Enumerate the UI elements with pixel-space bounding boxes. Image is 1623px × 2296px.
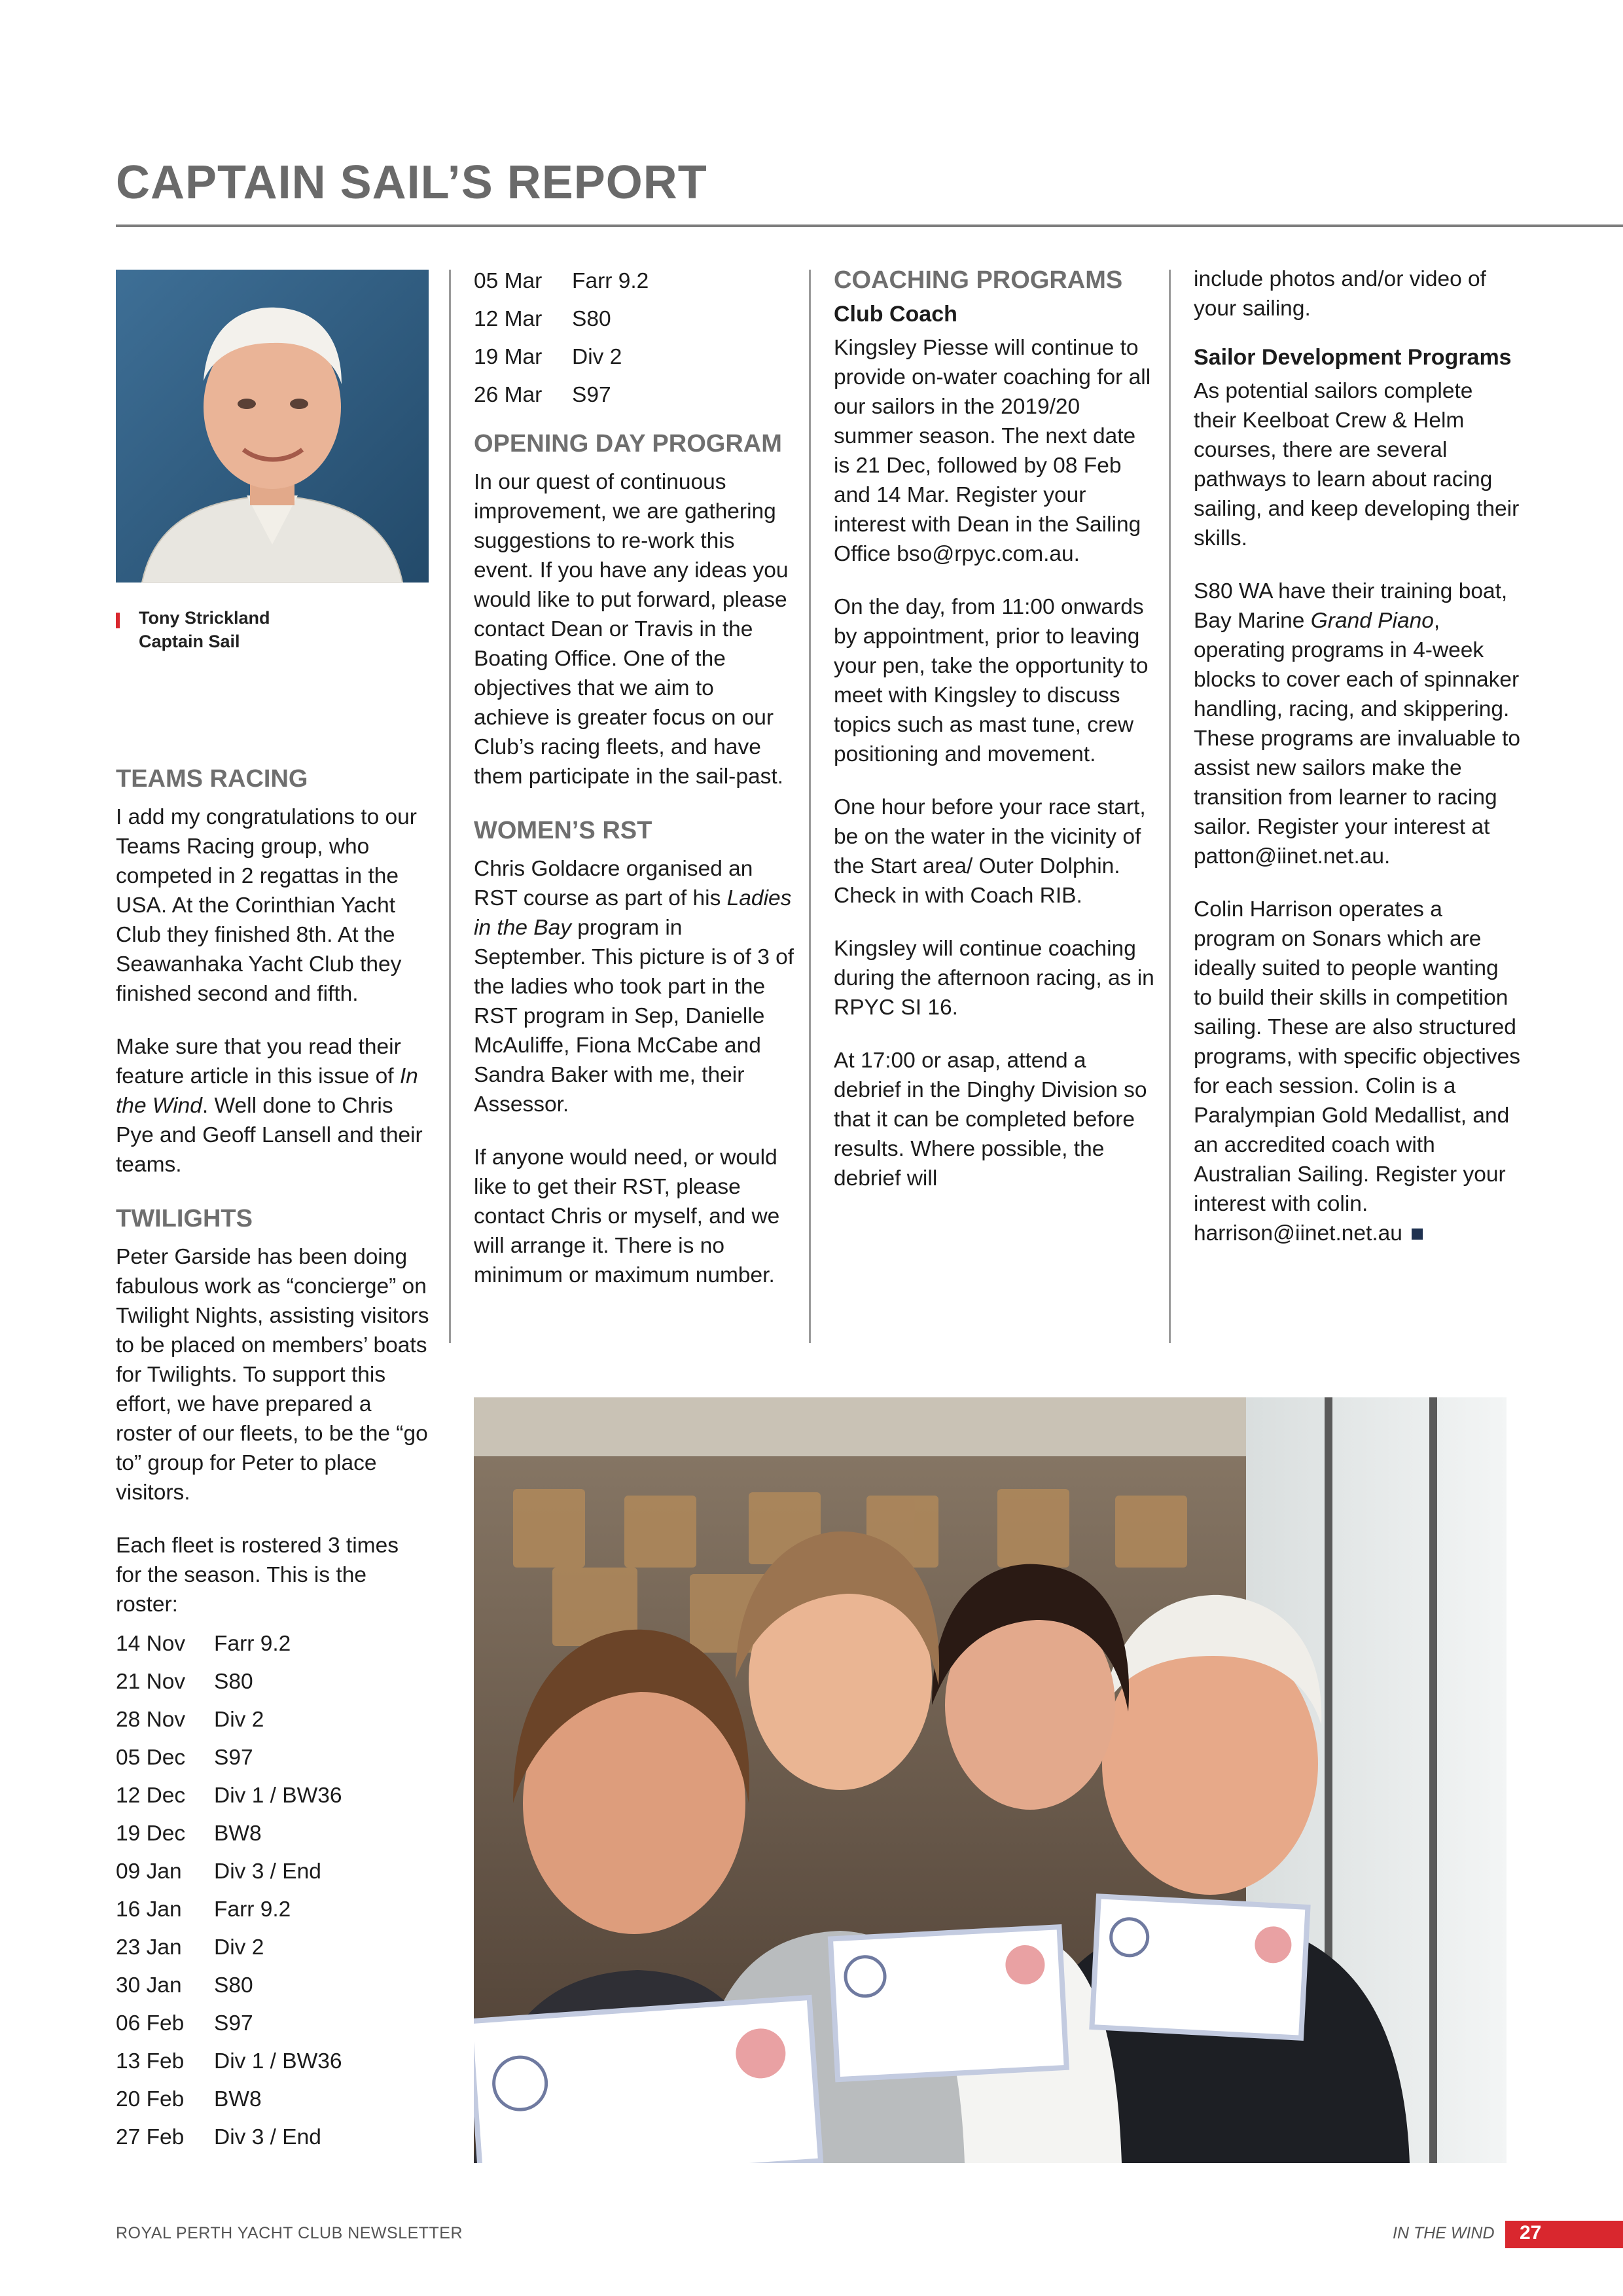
roster-row xyxy=(116,1890,430,1928)
roster-date: 23 Jan xyxy=(116,1935,182,1960)
roster-row xyxy=(116,1624,430,1662)
coaching-continued-paragraph: include photos and/or video of your sailing. xyxy=(1194,267,1486,321)
roster-row xyxy=(116,1928,430,1966)
teams-racing-paragraph-2 xyxy=(116,1032,430,1179)
portrait-caption xyxy=(139,606,270,653)
text-run: Colin Harrison operates a program on Sonars which are ideally suited to people wanting to build their skills in competition sailing. These are also structured programs, with specific objectives for each session. Colin is a Paralympian Gold Medallist, and an accredited coach with Australian Sailing. Register your interest with colin. harrison@iinet.net.au xyxy=(1194,897,1520,1246)
sailor-development-heading: Sailor Development Programs xyxy=(1194,345,1512,370)
roster-fleet: S97 xyxy=(214,2011,253,2036)
sailor-development-paragraph-3 xyxy=(1194,895,1521,1248)
roster-date: 06 Feb xyxy=(116,2011,185,2036)
coaching-paragraph-5: At 17:00 or asap, attend a debrief in the Dinghy Division so that it can be completed before results. Where possible, the debrief will xyxy=(834,1049,1147,1191)
portrait-photo xyxy=(116,270,429,583)
roster-fleet: Farr 9.2 xyxy=(214,1897,291,1922)
twilights-heading: TWILIGHTS xyxy=(116,1205,253,1232)
roster-table xyxy=(116,1624,430,2156)
coaching-programs-heading: COACHING PROGRAMS xyxy=(834,266,1123,294)
roster-row xyxy=(116,2118,430,2156)
roster-date: 05 Dec xyxy=(116,1745,186,1770)
roster-row xyxy=(116,2042,430,2080)
column-divider xyxy=(809,270,811,1343)
coaching-paragraph-3: One hour before your race start, be on the water in the vicinity of the Start area/ Outer Dolphin. Check in with Coach RIB. xyxy=(834,795,1146,908)
teams-racing-paragraph-1: I add my congratulations to our Teams Racing group, who competed in 2 regattas in the USA. At the Corinthian Yacht Club they finished 8th. At the Seawanhaka Yacht Club they finished second and fifth. xyxy=(116,805,417,1006)
caption-name: Tony Strickland xyxy=(139,608,270,628)
boat-name: Grand Piano xyxy=(1310,609,1434,633)
text-run: S80 WA have their training boat, Bay Marine xyxy=(1194,579,1508,633)
text-run: , operating programs in 4-week blocks to cover each of spinnaker handling, racing, and skippering. These programs are invaluable to assist new sailors make the transition from learner to racing sailor. Register your interest at patton@iinet.net.au. xyxy=(1194,609,1521,869)
roster-date: 28 Nov xyxy=(116,1707,186,1732)
footer-issue-title: IN THE WIND xyxy=(1393,2224,1495,2242)
roster-row xyxy=(116,1966,430,2004)
roster-date: 26 Mar xyxy=(474,382,543,407)
roster-fleet: Farr 9.2 xyxy=(572,268,649,293)
twilights-paragraph-2: Each fleet is rostered 3 times for the season. This is the roster: xyxy=(116,1534,399,1617)
roster-date: 21 Nov xyxy=(116,1669,186,1694)
caption-marker xyxy=(116,613,120,628)
coaching-paragraph-2: On the day, from 11:00 onwards by appointment, prior to leaving your pen, take the opportunity to meet with Kingsley to discuss topics such as mast tune, crew positioning and movement. xyxy=(834,595,1149,766)
roster-date: 12 Mar xyxy=(474,306,543,331)
roster-date: 19 Dec xyxy=(116,1821,186,1846)
text-run: Chris Goldacre organised an RST course as part of his xyxy=(474,857,753,910)
page-title: CAPTAIN SAIL’S REPORT xyxy=(116,156,707,209)
publication-title: In the Wind xyxy=(116,1064,418,1118)
coaching-paragraph-4: Kingsley will continue coaching during the afternoon racing, as in RPYC SI 16. xyxy=(834,937,1154,1020)
roster-date: 12 Dec xyxy=(116,1783,186,1808)
sailor-development-paragraph-1: As potential sailors complete their Keelboat Crew & Helm courses, there are several pathways to learn about racing sailing, and keep developing their skills. xyxy=(1194,379,1520,550)
roster-date: 09 Jan xyxy=(116,1859,182,1884)
roster-fleet: Div 1 / BW36 xyxy=(214,1783,342,1808)
sailor-development-paragraph-2 xyxy=(1194,577,1521,871)
column-4 xyxy=(1194,264,1521,1272)
roster-fleet: Div 3 / End xyxy=(214,1859,321,1884)
roster-row xyxy=(116,2080,430,2118)
column-1 xyxy=(116,763,430,2156)
roster-fleet: S97 xyxy=(572,382,611,407)
column-2 xyxy=(474,262,794,1314)
column-divider xyxy=(449,270,451,1343)
group-photo xyxy=(474,1397,1507,2163)
opening-day-paragraph: In our quest of continuous improvement, we are gathering suggestions to re-work this event. If you have any ideas you would like to put forward, please contact Dean or Travis in the Boating Office. One of the objectives that we aim to achieve is greater focus on our Club’s racing fleets, and have them participate in the sail-past. xyxy=(474,470,789,789)
column-divider xyxy=(1169,270,1171,1343)
roster-row xyxy=(116,2004,430,2042)
roster-date: 16 Jan xyxy=(116,1897,182,1922)
roster-row xyxy=(116,1700,430,1738)
caption-role: Captain Sail xyxy=(139,632,240,651)
roster-fleet: BW8 xyxy=(214,1821,262,1846)
roster-fleet: S80 xyxy=(572,306,611,331)
column-3 xyxy=(834,264,1156,1217)
text-run: . Well done to Chris Pye and Geoff Lansell and their teams. xyxy=(116,1094,423,1177)
roster-row xyxy=(474,300,794,338)
roster-fleet: Div 2 xyxy=(214,1935,264,1960)
roster-date: 30 Jan xyxy=(116,1973,182,1998)
program-name: Ladies in the Bay xyxy=(474,886,792,940)
roster-date: 19 Mar xyxy=(474,344,543,369)
roster-row xyxy=(116,1662,430,1700)
womens-rst-heading: WOMEN’S RST xyxy=(474,817,652,844)
teams-racing-heading: TEAMS RACING xyxy=(116,765,308,793)
title-divider xyxy=(116,224,1623,227)
footer-publication: ROYAL PERTH YACHT CLUB NEWSLETTER xyxy=(116,2224,463,2242)
end-of-article-icon xyxy=(1412,1229,1423,1240)
roster-date: 05 Mar xyxy=(474,268,543,293)
roster-row xyxy=(116,1814,430,1852)
opening-day-heading: OPENING DAY PROGRAM xyxy=(474,430,782,457)
roster-fleet: S97 xyxy=(214,1745,253,1770)
roster-fleet: Div 2 xyxy=(572,344,622,369)
roster-row xyxy=(116,1852,430,1890)
roster-row xyxy=(116,1776,430,1814)
coaching-paragraph-1: Kingsley Piesse will continue to provide on-water coaching for all our sailors in the 2019/20 summer season. The next date is 21 Dec, followed by 08 Feb and 14 Mar. Register your interest with Dean in the Sailing Office bso@rpyc.com.au. xyxy=(834,336,1151,566)
womens-rst-paragraph-1 xyxy=(474,854,794,1119)
roster-continued xyxy=(474,262,794,414)
roster-row xyxy=(474,262,794,300)
roster-date: 13 Feb xyxy=(116,2049,185,2073)
roster-date: 14 Nov xyxy=(116,1631,186,1656)
roster-fleet: S80 xyxy=(214,1973,253,1998)
twilights-paragraph-1: Peter Garside has been doing fabulous work as “concierge” on Twilight Nights, assisting visitors to be placed on members’ boats for Twilights. To support this effort, we have prepared a roster of our fleets, to be the “go to” group for Peter to place visitors. xyxy=(116,1245,429,1505)
roster-date: 20 Feb xyxy=(116,2087,185,2111)
roster-row xyxy=(474,376,794,414)
roster-fleet: Div 1 / BW36 xyxy=(214,2049,342,2073)
roster-fleet: BW8 xyxy=(214,2087,262,2111)
page-number: 27 xyxy=(1520,2222,1542,2244)
roster-row xyxy=(116,1738,430,1776)
text-run: program in September. This picture is of 3 of the ladies who took part in the RST program in Sep, Danielle McAuliffe, Fiona McCabe and Sandra Baker with me, their Assessor. xyxy=(474,916,794,1117)
roster-fleet: S80 xyxy=(214,1669,253,1694)
roster-fleet: Div 3 / End xyxy=(214,2125,321,2149)
roster-row xyxy=(474,338,794,376)
text-run: Make sure that you read their feature article in this issue of xyxy=(116,1035,401,1088)
roster-fleet: Div 2 xyxy=(214,1707,264,1732)
roster-date: 27 Feb xyxy=(116,2125,185,2149)
womens-rst-paragraph-2: If anyone would need, or would like to get their RST, please contact Chris or myself, and we will arrange it. There is no minimum or maximum number. xyxy=(474,1145,780,1287)
roster-fleet: Farr 9.2 xyxy=(214,1631,291,1656)
club-coach-heading: Club Coach xyxy=(834,302,957,327)
